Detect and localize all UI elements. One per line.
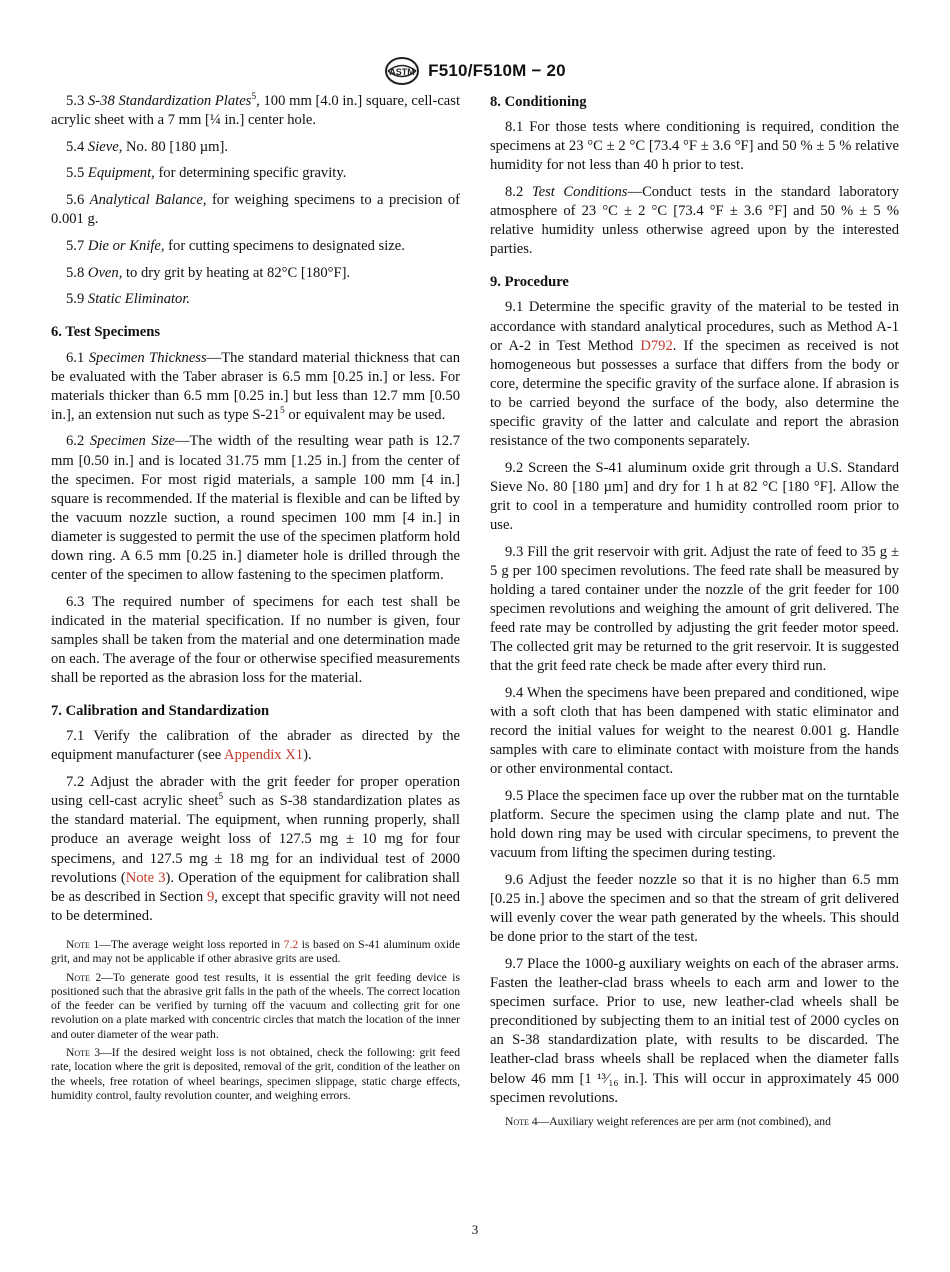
section-heading-9: 9. Procedure xyxy=(490,274,569,291)
section-7-2-link[interactable]: 7.2 xyxy=(283,937,299,951)
svg-text:ASTM: ASTM xyxy=(389,67,415,77)
paragraph-8-1: 8.1 For those tests where conditioning is required, condition the specimens at 23 °C ± 2 °C [73.4 °F ± 3.6 °F] and 50 % ± 5 % relative humidity for not less than 40 h prior to test. xyxy=(490,119,900,174)
paragraph-9-1: 9.1 Determine the specific gravity of the material to be tested in accordance with standard analytical procedures, such as Method A-1 or A-2 in Test Method D792. If the specimen as received is not homogeneous but possesses a surface that differs from the body or core, determine the specific gravity of the surface alone. If abrasion is to be carried beyond the surface of the body, also determine the specific gravity of the latter and calculate and report the abrasion resistance of the two components separately. xyxy=(490,299,899,450)
paragraph-9-4: 9.4 When the specimens have been prepared and conditioned, wipe with a soft cloth that has been dampened with static eliminator and record the initial values for weight to the nearest 0.001 g. Handle samples with care to eliminate contact with moisture from the hands or other environmental contact. xyxy=(490,685,899,778)
paragraph-9-2: 9.2 Screen the S-41 aluminum oxide grit through a U.S. Standard Sieve No. 80 [180 µm] and dry for 1 h at 82 °C [180 °F]. Allow the grit to cool in a temperature and humidity controlled room prior to use. xyxy=(490,459,899,534)
note-2: Note 2—To generate good test results, it is essential the grit feeding device is positioned such that the abrasive grit falls in the path of the wheels. The correct location of the feeder can be verified by turning off the vacuum and collecting grit for one revolution on a plate marked with concentric circles that match the location of the inner and outer diameter of the wear path. xyxy=(51,970,460,1041)
document-designation: F510/F510M − 20 xyxy=(428,61,566,80)
paragraph-9-7: 9.7 Place the 1000-g auxiliary weights on each of the abraser arms. Fasten the leather-clad brass wheels to each arm and lower to the specimen surface. Prior to use, new leather-clad wheels shall be preconditioned by subjecting them to an initial test of 2000 cycles on an S-38 standardization plate, with results to be discarded. The leather-clad brass wheels shall be replaced when the diameter falls below 46 mm [1 ¹³⁄₁₆ in.]. This will occur in approximately 45 000 specimen revolutions. xyxy=(490,956,899,1106)
paragraph-6-2: 6.2 Specimen Size—The width of the resulting wear path is 12.7 mm [0.50 in.] and is located 31.75 mm [1.25 in.] from the center of the specimen. For most rigid materials, a sample 100 mm [4 in.] square is recommended. If the material is flexible and can be lifted by the vacuum nozzle suction, a round specimen 100 mm [4 in.] in diameter is suggested to permit the use of the specimen platform hold down ring. A 6.5 mm [0.25 in.] diameter hole is drilled through the center of the specimen to allow fastening to the specimen platform. xyxy=(51,433,460,584)
page-header xyxy=(0,56,950,86)
d792-link[interactable]: D792 xyxy=(640,337,673,354)
paragraph-7-2: 7.2 Adjust the abrader with the grit feeder for proper operation using cell-cast acrylic sheet$^5$ such as S-38 standardization plates as the standard material. The equipment, when running properly, shall produce an average weight loss of 127.5 mg ± 10 mg for four specimens, and 127.5 mg ± 18 mg for an individual test of 2000 revolutions (Note 3). Operation of the equipment for calibration shall be as described in Section 9, except that specific gravity will not need to be determined. xyxy=(51,774,460,924)
page-number: 3 xyxy=(471,1222,479,1237)
note-3-link[interactable]: Note 3 xyxy=(125,869,166,886)
paragraph-9-5: 9.5 Place the specimen face up over the rubber mat on the turntable platform. Secure the specimen using the clamp plate and nut. The hold down ring may be used with circular specimens, to prevent the vacuum from lifting the specimen during testing. xyxy=(490,788,899,862)
section-heading-7: 7. Calibration and Standardization xyxy=(51,703,270,720)
paragraph-6-1: 6.1 Specimen Thickness—The standard material thickness that can be evaluated with the Taber abraser is 6.5 mm [0.25 in.] or less. For materials thicker than 6.5 mm [0.25 in.] but less than 12.7 mm [0.50 in.], an extension nut such as type $S-21^5$ or equivalent may be used. xyxy=(51,349,460,423)
section-heading-6: 6. Test Specimens xyxy=(51,324,161,341)
paragraph-5-3: 5.3 S-38 Standardization Plates$^5$, 100 mm [4.0 in.] square, cell-cast acrylic sheet with a 7 mm [¼ in.] center hole. xyxy=(51,92,461,129)
paragraph-5-4: 5.4 Sieve, No. 80 [180 µm]. xyxy=(66,138,229,155)
astm-logo-icon xyxy=(384,56,420,86)
section-9-link[interactable]: 9 xyxy=(206,888,215,905)
paragraph-5-5: 5.5 Equipment, for determining specific gravity. xyxy=(66,165,347,182)
paragraph-5-9: 5.9 Static Eliminator. xyxy=(66,291,191,308)
paragraph-7-1: 7.1 Verify the calibration of the abrader as directed by the equipment manufacturer (see Appendix X1). xyxy=(51,728,460,764)
left-column xyxy=(51,92,460,1107)
appendix-x1-link[interactable]: Appendix X1 xyxy=(224,747,304,764)
right-column xyxy=(490,92,899,1134)
paragraph-9-3: 9.3 Fill the grit reservoir with grit. Adjust the rate of feed to 35 g ± 5 g per 100 specimen revolutions. The feed rate shall be measured by holding a tared container under the nozzle of the grit feeder for 100 specimen revolutions and weighing the amount of grit delivered. The feed rate may be controlled by adjusting the grit feeder motor speed. The collected grit may be returned to the grit reservoir. It is suggested that the grit feed rate check be made after every third run. xyxy=(490,543,900,675)
section-heading-8: 8. Conditioning xyxy=(490,94,587,110)
note-1: Note 1—The average weight loss reported in 7.2 is based on S-41 aluminum oxide grit, and may not be applicable if other abrasive grits are used. xyxy=(51,937,460,966)
paragraph-5-8: 5.8 Oven, to dry grit by heating at 82°C [180°F]. xyxy=(66,264,351,281)
note-4: Note 4—Auxiliary weight references are per arm (not combined), and xyxy=(505,1115,831,1129)
paragraph-6-3: 6.3 The required number of specimens for each test shall be indicated in the material specification. If no number is given, four samples shall be taken from the material and one determination made on each. The average of the four or otherwise specified measurements shall be reported as the abrasion loss for the material. xyxy=(51,593,460,687)
paragraph-5-7: 5.7 Die or Knife, for cutting specimens to designated size. xyxy=(66,237,405,254)
note-3: Note 3—If the desired weight loss is not obtained, check the following: grit feed rate, location where the grit is deposited, removal of the grit, condition of the leather on the wheels, free rotation of wheel bearings, specimen slippage, static charge effects, humidity control, faulty revolution counter, and weighing errors. xyxy=(51,1045,460,1102)
paragraph-9-6: 9.6 Adjust the feeder nozzle so that it is no higher than 6.5 mm [0.25 in.] above the specimen and so that the stream of grit delivered will evenly cover the wear path generated by the wheels. This should be done prior to the start of the test. xyxy=(490,872,899,946)
paragraph-8-2: 8.2 Test Conditions—Conduct tests in the standard laboratory atmosphere of 23 °C ± 2 °C [73.4 °F ± 3.6 °F] and 50 % ± 5 % relative humidity unless otherwise agreed upon by the interested parties. xyxy=(490,183,899,258)
paragraph-5-6: 5.6 Analytical Balance, for weighing specimens to a precision of 0.001 g. xyxy=(51,192,461,228)
